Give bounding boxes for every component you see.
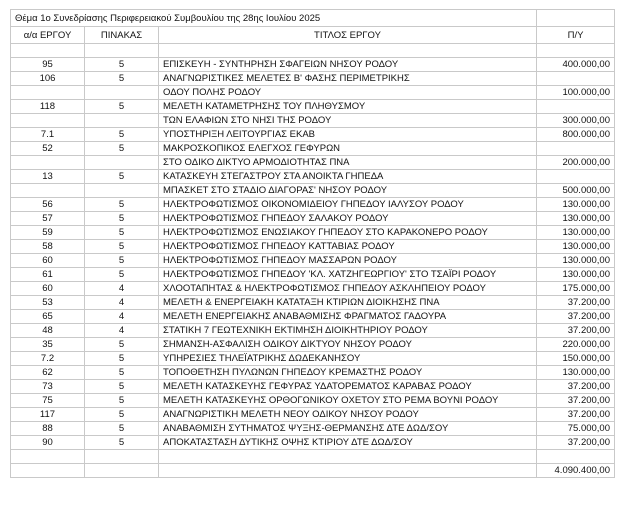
budget-cell: 75.000,00 <box>537 421 615 435</box>
table-row <box>11 169 615 183</box>
table-cell: 4 <box>85 281 159 295</box>
table-cell: 5 <box>85 71 159 85</box>
title-cell: ΤΩΝ ΕΛΑΦΙΩΝ ΣΤΟ ΝΗΣΙ ΤΗΣ ΡΟΔΟΥ <box>159 113 537 127</box>
title-cell: ΧΛΟΟΤΑΠΗΤΑΣ & ΗΛΕΚΤΡΟΦΩΤΙΣΜΟΣ ΓΗΠΕΔΟΥ ΑΣΚΛΗΠΕΙΟΥ ΡΟΔΟΥ <box>159 281 537 295</box>
budget-cell: 37.200,00 <box>537 407 615 421</box>
title-cell: ΗΛΕΚΤΡΟΦΩΤΙΣΜΟΣ ΓΗΠΕΔΟΥ ΣΑΛΑΚΟΥ ΡΟΔΟΥ <box>159 211 537 225</box>
code-cell: 106 <box>11 71 85 85</box>
table-row <box>11 337 615 351</box>
table-cell: 5 <box>85 365 159 379</box>
header-name: ΤΙΤΛΟΣ ΕΡΓΟΥ <box>159 27 537 44</box>
title-cell: ΜΠΑΣΚΕΤ ΣΤΟ ΣΤΑΔΙΟ ΔΙΑΓΟΡΑΣ' ΝΗΣΟΥ ΡΟΔΟΥ <box>159 183 537 197</box>
header-budget: Π/Υ <box>537 27 615 44</box>
total-row <box>11 463 615 477</box>
table-cell: 5 <box>85 239 159 253</box>
budget-cell: 37.200,00 <box>537 295 615 309</box>
table-row <box>11 435 615 449</box>
budget-cell: 37.200,00 <box>537 435 615 449</box>
title-cell: ΚΑΤΑΣΚΕΥΗ ΣΤΕΓΑΣΤΡΟΥ ΣΤΑ ΑΝΟΙΚΤΑ ΓΗΠΕΔΑ <box>159 169 537 183</box>
title-cell: ΟΔΟΥ ΠΟΛΗΣ ΡΟΔΟΥ <box>159 85 537 99</box>
budget-cell: 130.000,00 <box>537 211 615 225</box>
table-row <box>11 225 615 239</box>
code-cell: 60 <box>11 281 85 295</box>
budget-cell <box>537 169 615 183</box>
table-row <box>11 99 615 113</box>
table-cell: 5 <box>85 99 159 113</box>
code-cell: 73 <box>11 379 85 393</box>
code-cell: 56 <box>11 197 85 211</box>
title-cell: ΣΤΑΤΙΚΗ 7 ΓΕΩΤΕΧΝΙΚΗ ΕΚΤΙΜΗΣΗ ΔΙΟΙΚΗΤΗΡΙΟΥ ΡΟΔΟΥ <box>159 323 537 337</box>
code-cell: 13 <box>11 169 85 183</box>
table-row <box>11 295 615 309</box>
table-row <box>11 421 615 435</box>
budget-cell: 175.000,00 <box>537 281 615 295</box>
header-row <box>11 27 615 44</box>
table-row <box>11 449 615 463</box>
budget-cell <box>537 44 615 58</box>
code-cell: 88 <box>11 421 85 435</box>
table-cell: 5 <box>85 407 159 421</box>
table-cell <box>85 155 159 169</box>
title-cell: ΣΤΟ ΟΔΙΚΟ ΔΙΚΤΥΟ ΑΡΜΟΔΙΟΤΗΤΑΣ ΠΝΑ <box>159 155 537 169</box>
title-cell: ΑΝΑΓΝΩΡΙΣΤΙΚΕΣ ΜΕΛΕΤΕΣ Β' ΦΑΣΗΣ ΠΕΡΙΜΕΤΡΙΚΗΣ <box>159 71 537 85</box>
table-cell <box>85 183 159 197</box>
budget-cell: 150.000,00 <box>537 351 615 365</box>
code-cell <box>11 463 85 477</box>
budget-cell <box>537 71 615 85</box>
code-cell: 61 <box>11 267 85 281</box>
title-cell <box>159 463 537 477</box>
title-cell: ΗΛΕΚΤΡΟΦΩΤΙΣΜΟΣ ΓΗΠΕΔΟΥ 'ΚΛ. ΧΑΤΖΗΓΕΩΡΓΙΟΥ' ΣΤΟ ΤΣΑΪΡΙ ΡΟΔΟΥ <box>159 267 537 281</box>
table-row <box>11 85 615 99</box>
budget-cell <box>537 141 615 155</box>
table-row <box>11 155 615 169</box>
table-cell: 5 <box>85 379 159 393</box>
code-cell: 48 <box>11 323 85 337</box>
table-cell: 5 <box>85 253 159 267</box>
code-cell <box>11 85 85 99</box>
budget-cell: 130.000,00 <box>537 253 615 267</box>
code-cell <box>11 155 85 169</box>
code-cell: 57 <box>11 211 85 225</box>
code-cell: 7.1 <box>11 127 85 141</box>
table-row <box>11 253 615 267</box>
table-row <box>11 379 615 393</box>
budget-cell: 220.000,00 <box>537 337 615 351</box>
title-cell <box>159 44 537 58</box>
table-row <box>11 113 615 127</box>
table-row <box>11 211 615 225</box>
table-row <box>11 127 615 141</box>
title-cell: ΑΠΟΚΑΤΑΣΤΑΣΗ ΔΥΤΙΚΗΣ ΟΨΗΣ ΚΤΙΡΙΟΥ ΔΤΕ ΔΩΔ/ΣΟΥ <box>159 435 537 449</box>
title-cell: ΤΟΠΟΘΕΤΗΣΗ ΠΥΛΩΝΩΝ ΓΗΠΕΔΟΥ ΚΡΕΜΑΣΤΗΣ ΡΟΔΟΥ <box>159 365 537 379</box>
table-cell: 5 <box>85 225 159 239</box>
code-cell: 75 <box>11 393 85 407</box>
budget-cell: 130.000,00 <box>537 239 615 253</box>
table-row <box>11 71 615 85</box>
table-cell: 5 <box>85 169 159 183</box>
table-row <box>11 281 615 295</box>
code-cell: 58 <box>11 239 85 253</box>
table-cell: 4 <box>85 309 159 323</box>
table-cell <box>85 463 159 477</box>
budget-cell: 130.000,00 <box>537 197 615 211</box>
budget-cell <box>537 449 615 463</box>
title-cell: ΗΛΕΚΤΡΟΦΩΤΙΣΜΟΣ ΕΝΩΣΙΑΚΟΥ ΓΗΠΕΔΟΥ ΣΤΟ ΚΑΡΑΚΟΝΕΡΟ ΡΟΔΟΥ <box>159 225 537 239</box>
header-table: ΠΙΝΑΚΑΣ <box>85 27 159 44</box>
title-cell: ΕΠΙΣΚΕΥΗ - ΣΥΝΤΗΡΗΣΗ ΣΦΑΓΕΙΩΝ ΝΗΣΟΥ ΡΟΔΟΥ <box>159 57 537 71</box>
table-row <box>11 44 615 58</box>
budget-cell: 200.000,00 <box>537 155 615 169</box>
code-cell: 35 <box>11 337 85 351</box>
table-cell <box>85 113 159 127</box>
table-cell <box>85 85 159 99</box>
code-cell: 7.2 <box>11 351 85 365</box>
title-cell: ΜΕΛΕΤΗ ΚΑΤΑΣΚΕΥΗΣ ΟΡΘΟΓΩΝΙΚΟΥ ΟΧΕΤΟΥ ΣΤΟ ΡΕΜΑ ΒΟΥΝΙ ΡΟΔΟΥ <box>159 393 537 407</box>
header-code: α/α ΕΡΓΟΥ <box>11 27 85 44</box>
table-cell: 5 <box>85 337 159 351</box>
title-cell: ΜΕΛΕΤΗ ΕΝΕΡΓΕΙΑΚΗΣ ΑΝΑΒΑΘΜΙΣΗΣ ΦΡΑΓΜΑΤΟΣ ΓΑΔΟΥΡΑ <box>159 309 537 323</box>
code-cell <box>11 183 85 197</box>
table-row <box>11 323 615 337</box>
budget-cell: 37.200,00 <box>537 309 615 323</box>
title-cell: ΥΠΗΡΕΣΙΕΣ ΤΗΛΕΪΑΤΡΙΚΗΣ ΔΩΔΕΚΑΝΗΣΟΥ <box>159 351 537 365</box>
table-cell <box>85 44 159 58</box>
title-cell: ΜΕΛΕΤΗ ΚΑΤΑΜΕΤΡΗΣΗΣ ΤΟΥ ΠΛΗΘΥΣΜΟΥ <box>159 99 537 113</box>
table-row <box>11 239 615 253</box>
code-cell: 53 <box>11 295 85 309</box>
table-cell: 4 <box>85 323 159 337</box>
budget-cell: 130.000,00 <box>537 267 615 281</box>
table-row <box>11 183 615 197</box>
budget-cell: 300.000,00 <box>537 113 615 127</box>
title-cell: ΗΛΕΚΤΡΟΦΩΤΙΣΜΟΣ ΓΗΠΕΔΟΥ ΚΑΤΤΑΒΙΑΣ ΡΟΔΟΥ <box>159 239 537 253</box>
title-cell: ΜΕΛΕΤΗ ΚΑΤΑΣΚΕΥΗΣ ΓΕΦΥΡΑΣ ΥΔΑΤΟΡΕΜΑΤΟΣ ΚΑΡΑΒΑΣ ΡΟΔΟΥ <box>159 379 537 393</box>
title-cell: ΥΠΟΣΤΗΡΙΞΗ ΛΕΙΤΟΥΡΓΙΑΣ ΕΚΑΒ <box>159 127 537 141</box>
code-cell: 59 <box>11 225 85 239</box>
table-row <box>11 57 615 71</box>
table-row <box>11 351 615 365</box>
empty-cell <box>537 10 615 27</box>
budget-cell: 37.200,00 <box>537 379 615 393</box>
table-cell: 5 <box>85 421 159 435</box>
table-row <box>11 141 615 155</box>
code-cell: 62 <box>11 365 85 379</box>
code-cell: 117 <box>11 407 85 421</box>
code-cell: 95 <box>11 57 85 71</box>
budget-cell: 130.000,00 <box>537 225 615 239</box>
table-row <box>11 267 615 281</box>
code-cell <box>11 44 85 58</box>
title-cell: ΜΕΛΕΤΗ & ΕΝΕΡΓΕΙΑΚΗ ΚΑΤΑΤΑΞΗ ΚΤΙΡΙΩΝ ΔΙΟΙΚΗΣΗΣ ΠΝΑ <box>159 295 537 309</box>
code-cell: 65 <box>11 309 85 323</box>
code-cell <box>11 449 85 463</box>
budget-cell: 800.000,00 <box>537 127 615 141</box>
table-cell: 5 <box>85 435 159 449</box>
table-cell: 5 <box>85 141 159 155</box>
title-cell: ΑΝΑΓΝΩΡΙΣΤΙΚΗ ΜΕΛΕΤΗ ΝΕΟΥ ΟΔΙΚΟΥ ΝΗΣΟΥ ΡΟΔΟΥ <box>159 407 537 421</box>
budget-cell: 37.200,00 <box>537 393 615 407</box>
title-cell: ΗΛΕΚΤΡΟΦΩΤΙΣΜΟΣ ΟΙΚΟΝΟΜΙΔΕΙΟΥ ΓΗΠΕΔΟΥ ΙΑΛΥΣΟΥ ΡΟΔΟΥ <box>159 197 537 211</box>
projects-spreadsheet <box>10 9 615 478</box>
table-cell: 5 <box>85 267 159 281</box>
title-cell: ΜΑΚΡΟΣΚΟΠΙΚΟΣ ΕΛΕΓΧΟΣ ΓΕΦΥΡΩΝ <box>159 141 537 155</box>
table-cell: 4 <box>85 295 159 309</box>
table-cell: 5 <box>85 57 159 71</box>
title-row <box>11 10 615 27</box>
budget-cell: 100.000,00 <box>537 85 615 99</box>
table-cell: 5 <box>85 211 159 225</box>
table-row <box>11 407 615 421</box>
table-row <box>11 309 615 323</box>
table-row <box>11 365 615 379</box>
sheet-title: Θέμα 1ο Συνεδρίασης Περιφερειακού Συμβουλίου της 28ης Ιουλίου 2025 <box>11 10 537 27</box>
table-cell: 5 <box>85 351 159 365</box>
budget-cell <box>537 99 615 113</box>
title-cell <box>159 449 537 463</box>
table-cell <box>85 449 159 463</box>
title-cell: ΣΗΜΑΝΣΗ-ΑΣΦΑΛΙΣΗ ΟΔΙΚΟΥ ΔΙΚΤΥΟΥ ΝΗΣΟΥ ΡΟΔΟΥ <box>159 337 537 351</box>
table-row <box>11 393 615 407</box>
budget-cell: 400.000,00 <box>537 57 615 71</box>
budget-cell: 37.200,00 <box>537 323 615 337</box>
code-cell: 118 <box>11 99 85 113</box>
total-budget-cell: 4.090.400,00 <box>537 463 615 477</box>
table-cell: 5 <box>85 393 159 407</box>
title-cell: ΑΝΑΒΑΘΜΙΣΗ ΣΥΤΗΜΑΤΟΣ ΨΥΞΗΣ-ΘΕΡΜΑΝΣΗΣ ΔΤΕ ΔΩΔ/ΣΟΥ <box>159 421 537 435</box>
code-cell: 52 <box>11 141 85 155</box>
code-cell <box>11 113 85 127</box>
code-cell: 60 <box>11 253 85 267</box>
budget-cell: 500.000,00 <box>537 183 615 197</box>
table-row <box>11 197 615 211</box>
code-cell: 90 <box>11 435 85 449</box>
table-cell: 5 <box>85 127 159 141</box>
budget-cell: 130.000,00 <box>537 365 615 379</box>
title-cell: ΗΛΕΚΤΡΟΦΩΤΙΣΜΟΣ ΓΗΠΕΔΟΥ ΜΑΣΣΑΡΩΝ ΡΟΔΟΥ <box>159 253 537 267</box>
table-cell: 5 <box>85 197 159 211</box>
